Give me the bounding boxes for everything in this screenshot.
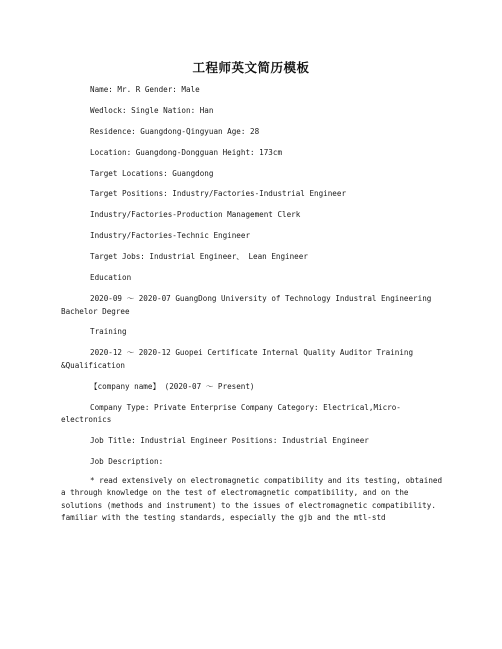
- paragraph-residence-age: Residence: Guangdong-Qingyuan Age: 28: [90, 126, 260, 136]
- heading-job-description: Job Description:: [90, 457, 164, 467]
- paragraph-company-type: Company Type: Private Enterprise Company Category: Electrical,Micro-electronics: [61, 402, 401, 425]
- paragraph-education-entry: 2020-09 ～ 2020-07 GuangDong University of Technology Industral Engineering Bachelor Degree: [61, 293, 436, 316]
- document-title: 工程师英文简历模板: [192, 60, 310, 75]
- heading-training: Training: [90, 327, 127, 337]
- paragraph-training-entry: 2020-12 ～ 2020-12 Guopei Certificate Internal Quality Auditor Training &Qualification: [61, 348, 418, 370]
- paragraph-company-name: 【company name】 (2020-07 ～ Present): [90, 381, 255, 391]
- paragraph-position-technic-engineer: Industry/Factories-Technic Engineer: [90, 231, 251, 241]
- paragraph-position-production-clerk: Industry/Factories-Production Management Clerk: [90, 210, 301, 220]
- paragraph-job-title: Job Title: Industrial Engineer Positions: Industrial Engineer: [90, 436, 369, 446]
- paragraph-target-positions: Target Positions: Industry/Factories-Industrial Engineer: [90, 189, 347, 199]
- paragraph-location-height: Location: Guangdong-Dongguan Height: 173cm: [90, 147, 283, 157]
- document-body: [61, 84, 445, 533]
- paragraph-wedlock-nation: Wedlock: Single Nation: Han: [90, 105, 214, 115]
- heading-education: Education: [90, 273, 132, 283]
- paragraph-target-locations: Target Locations: Guangdong: [90, 168, 214, 178]
- paragraph-name-gender: Name: Mr. R Gender: Male: [90, 85, 200, 94]
- paragraph-job-description-detail: * read extensively on electromagnetic compatibility and its testing, obtained a through knowledge on the test of electromagnetic compatibility, and on the solutions (methods and instrument) to the issues of electromagnetic compatibility. familiar with the testing standards, especially the gjb and the mtl-std: [61, 475, 447, 523]
- paragraph-target-jobs: Target Jobs: Industrial Engineer、 Lean Engineer: [90, 252, 308, 262]
